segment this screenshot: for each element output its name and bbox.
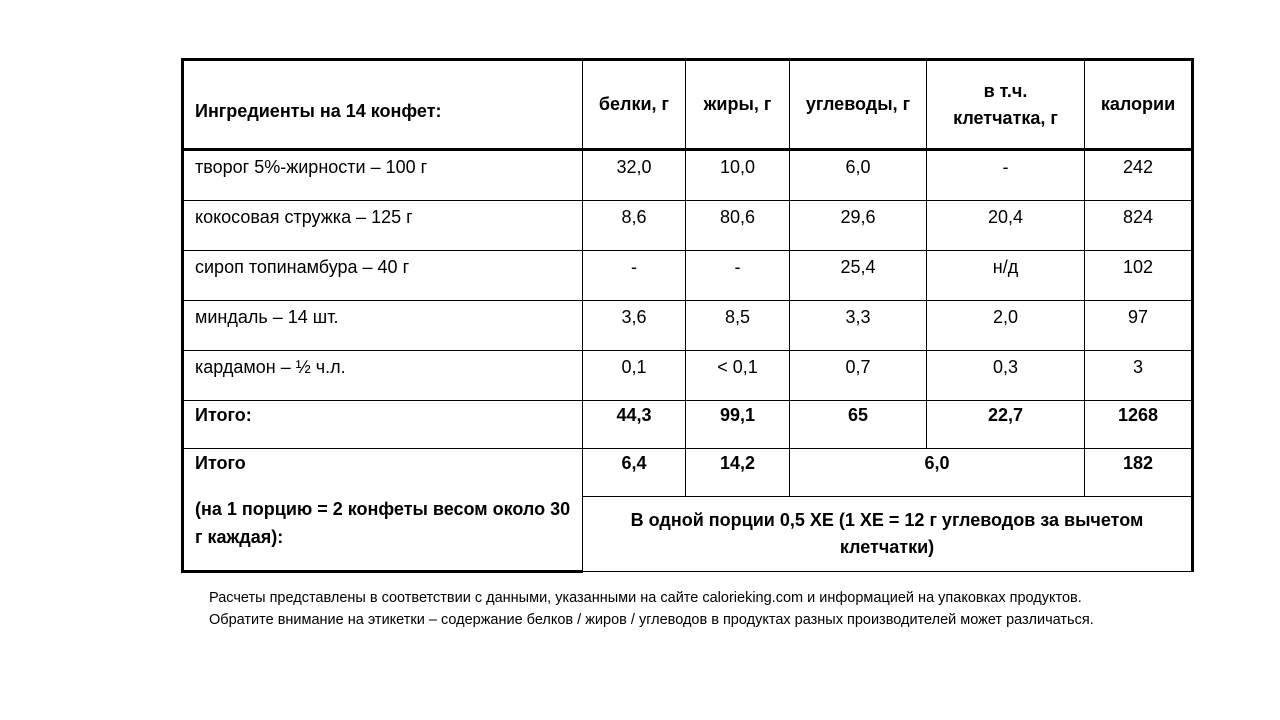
fat-cell: 10,0 <box>686 150 790 201</box>
footnote <box>209 587 1189 631</box>
calories-cell: 102 <box>1085 251 1193 301</box>
carbs-cell: 25,4 <box>790 251 927 301</box>
header-ingredients: Ингредиенты на 14 конфет: <box>183 60 583 150</box>
header-fat: жиры, г <box>686 60 790 150</box>
footnote-line-1: Расчеты представлены в соответствии с данными, указанными на сайте calorieking.com и информацией на упаковках продуктов. <box>209 590 1082 606</box>
fiber-cell: 2,0 <box>927 301 1085 351</box>
ingredient-name: творог 5%-жирности – 100 г <box>183 150 583 201</box>
table-row <box>183 351 1193 401</box>
header-fiber-line1: в т.ч. <box>983 80 1028 101</box>
portion-label: Итого <box>195 453 246 473</box>
header-fiber <box>927 60 1085 150</box>
total-row <box>183 401 1193 449</box>
portion-sublabel: (на 1 порцию = 2 конфеты весом около 30 г каждая): <box>195 499 571 547</box>
protein-cell: 32,0 <box>583 150 686 201</box>
calories-cell: 97 <box>1085 301 1193 351</box>
carbs-cell: 6,0 <box>790 150 927 201</box>
fiber-cell: 20,4 <box>927 201 1085 251</box>
ingredient-name: сироп топинамбура – 40 г <box>183 251 583 301</box>
total-calories: 1268 <box>1085 401 1193 449</box>
portion-net-carbs: 6,0 <box>790 449 1085 497</box>
fat-cell: 8,5 <box>686 301 790 351</box>
fiber-cell: - <box>927 150 1085 201</box>
header-protein: белки, г <box>583 60 686 150</box>
total-fat: 99,1 <box>686 401 790 449</box>
protein-cell: 0,1 <box>583 351 686 401</box>
protein-cell: 3,6 <box>583 301 686 351</box>
table-row <box>183 150 1193 201</box>
table-row <box>183 201 1193 251</box>
carbs-cell: 3,3 <box>790 301 927 351</box>
protein-cell: - <box>583 251 686 301</box>
total-fiber: 22,7 <box>927 401 1085 449</box>
ingredient-name: кардамон – ½ ч.л. <box>183 351 583 401</box>
portion-label-cell <box>183 449 583 572</box>
fiber-cell: 0,3 <box>927 351 1085 401</box>
protein-cell: 8,6 <box>583 201 686 251</box>
table-header-row <box>183 60 1193 150</box>
total-carbs: 65 <box>790 401 927 449</box>
ingredient-name: миндаль – 14 шт. <box>183 301 583 351</box>
header-calories: калории <box>1085 60 1193 150</box>
portion-calories: 182 <box>1085 449 1193 497</box>
fat-cell: - <box>686 251 790 301</box>
calories-cell: 3 <box>1085 351 1193 401</box>
nutrition-table <box>181 58 1194 573</box>
table-row <box>183 301 1193 351</box>
portion-row <box>183 449 1193 497</box>
portion-fat: 14,2 <box>686 449 790 497</box>
calories-cell: 824 <box>1085 201 1193 251</box>
fiber-cell: н/д <box>927 251 1085 301</box>
portion-protein: 6,4 <box>583 449 686 497</box>
header-carbs: углеводы, г <box>790 60 927 150</box>
table-row <box>183 251 1193 301</box>
xe-note: В одной порции 0,5 ХЕ (1 ХЕ = 12 г углеводов за вычетом клетчатки) <box>583 497 1193 572</box>
total-protein: 44,3 <box>583 401 686 449</box>
header-fiber-line2: клетчатка, г <box>953 107 1058 128</box>
ingredient-name: кокосовая стружка – 125 г <box>183 201 583 251</box>
fat-cell: 80,6 <box>686 201 790 251</box>
fat-cell: < 0,1 <box>686 351 790 401</box>
total-label: Итого: <box>183 401 583 449</box>
calories-cell: 242 <box>1085 150 1193 201</box>
carbs-cell: 0,7 <box>790 351 927 401</box>
footnote-line-2: Обратите внимание на этикетки – содержание белков / жиров / углеводов в продуктах разных производителей может различаться. <box>209 612 1094 628</box>
carbs-cell: 29,6 <box>790 201 927 251</box>
